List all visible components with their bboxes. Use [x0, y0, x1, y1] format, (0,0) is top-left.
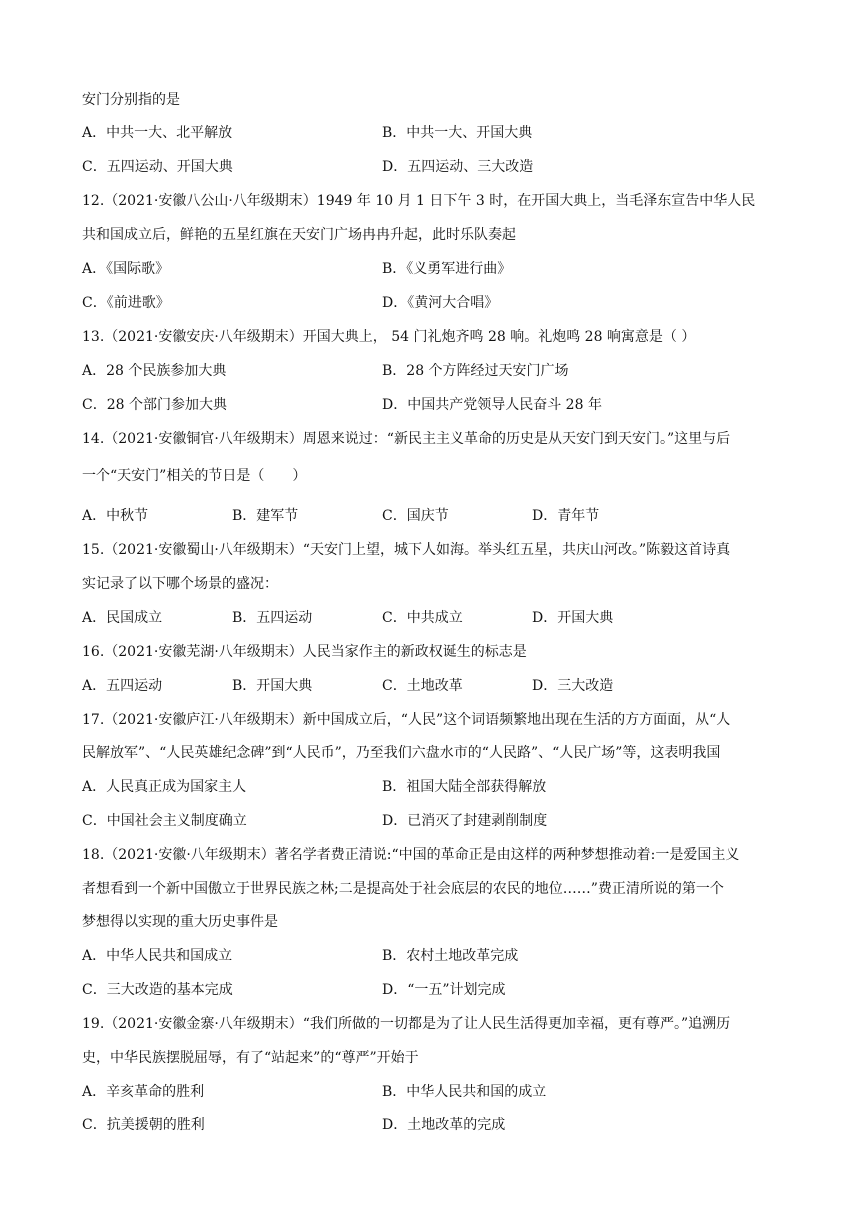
option-c: C．中共成立	[382, 610, 463, 626]
question-text: 18.（2021·安徽·八年级期末）著名学者费正清说:“中国的革命正是由这样的两种梦想推动着:一是爱国主义	[82, 847, 740, 863]
question-text: 共和国成立后，鲜艳的五星红旗在天安门广场冉冉升起，此时乐队奏起	[82, 227, 516, 243]
option-d: D．“一五”计划完成	[382, 982, 506, 998]
option-d: D．中国共产党领导人民奋斗 28 年	[382, 397, 602, 413]
question-text: 14.（2021·安徽铜官·八年级期末）周恩来说过：“新民主主义革命的历史是从天安门到天安门。”这里与后	[82, 431, 731, 447]
option-a: A．民国成立	[82, 610, 163, 626]
option-a: A．中共一大、北平解放	[82, 125, 233, 141]
option-a: A．辛亥革命的胜利	[82, 1084, 205, 1100]
question-text: 者想看到一个新中国傲立于世界民族之林;二是提高处于社会底层的农民的地位……”费正清所说的第一个	[82, 881, 724, 897]
option-b: B．中共一大、开国大典	[382, 125, 533, 141]
option-d: D．三大改造	[532, 678, 614, 694]
option-d: D．《黄河大合唱》	[382, 295, 499, 311]
question-text: 安门分别指的是	[82, 92, 180, 108]
option-a: A．五四运动	[82, 678, 163, 694]
option-d: D．青年节	[532, 508, 600, 524]
option-d: D．已消灭了封建剥削制度	[382, 813, 548, 829]
option-c: C．五四运动、开国大典	[82, 159, 233, 175]
option-d: D．五四运动、三大改造	[382, 159, 534, 175]
option-c: C．《前进歌》	[82, 295, 170, 311]
option-a: A．《国际歌》	[82, 261, 170, 277]
question-text: 13.（2021·安徽安庆·八年级期末）开国大典上， 54 门礼炮齐鸣 28 响。礼炮鸣 28 响寓意是（ ）	[82, 329, 696, 345]
question-text: 15.（2021·安徽蜀山·八年级期末）“天安门上望，城下人如海。举头红五星，共庆山河改。”陈毅这首诗真	[82, 542, 731, 558]
option-c: C．28 个部门参加大典	[82, 397, 227, 413]
option-c: C．国庆节	[382, 508, 449, 524]
option-c: C．土地改革	[382, 678, 463, 694]
question-text: 12.（2021·安徽八公山·八年级期末）1949 年 10 月 1 日下午 3 时，在开国大典上，当毛泽东宣告中华人民	[82, 193, 756, 209]
question-text: 16.（2021·安徽芜湖·八年级期末）人民当家作主的新政权诞生的标志是	[82, 644, 527, 660]
option-d: D．开国大典	[532, 610, 614, 626]
option-c: C．中国社会主义制度确立	[82, 813, 247, 829]
question-text: 实记录了以下哪个场景的盛况：	[82, 576, 278, 592]
option-b: B．28 个方阵经过天安门广场	[382, 363, 569, 379]
question-text: 史，中华民族摆脱屈辱，有了“站起来”的“尊严”开始于	[82, 1050, 419, 1066]
question-text: 17.（2021·安徽庐江·八年级期末）新中国成立后，“人民”这个词语频繁地出现在生活的方方面面，从“人	[82, 712, 731, 728]
option-a: A．人民真正成为国家主人	[82, 779, 247, 795]
question-text: 民解放军”、“人民英雄纪念碑”到“人民币”，乃至我们六盘水市的“人民路”、“人民广场”等，这表明我国	[82, 745, 721, 761]
option-c: C．抗美援朝的胜利	[82, 1117, 205, 1133]
option-a: A．中秋节	[82, 508, 149, 524]
option-a: A．28 个民族参加大典	[82, 363, 227, 379]
question-text: 梦想得以实现的重大历史事件是	[82, 914, 278, 930]
option-b: B．农村土地改革完成	[382, 948, 519, 964]
option-d: D．土地改革的完成	[382, 1117, 506, 1133]
option-a: A．中华人民共和国成立	[82, 948, 233, 964]
option-b: B．祖国大陆全部获得解放	[382, 779, 547, 795]
option-b: B．开国大典	[232, 678, 313, 694]
option-b: B．中华人民共和国的成立	[382, 1084, 547, 1100]
question-text: 19.（2021·安徽金寨·八年级期末）“我们所做的一切都是为了让人民生活得更加幸福，更有尊严。”追溯历	[82, 1016, 731, 1032]
option-c: C．三大改造的基本完成	[82, 982, 233, 998]
option-b: B．五四运动	[232, 610, 313, 626]
question-text: 一个“天安门”相关的节日是（ ）	[82, 468, 307, 484]
option-b: B．建军节	[232, 508, 299, 524]
option-b: B．《义勇军进行曲》	[382, 261, 512, 277]
